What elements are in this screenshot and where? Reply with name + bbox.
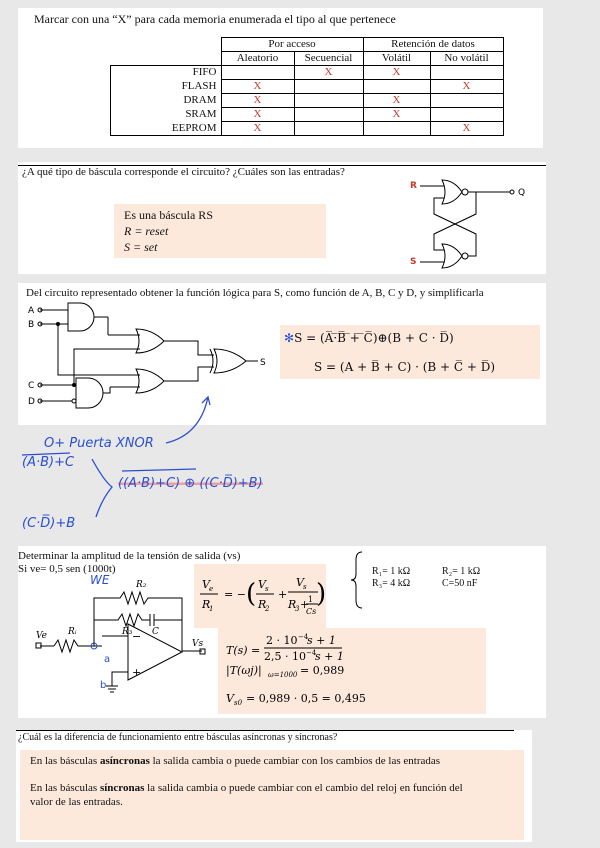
row-name: EEPROM — [111, 122, 222, 136]
section-opamp — [18, 546, 546, 718]
param-r1: R₁= 1 kΩ — [372, 566, 411, 577]
brace — [350, 550, 364, 610]
input-d: D — [28, 397, 35, 407]
svg-text:T(s) =: T(s) = — [226, 644, 261, 657]
cell: X — [430, 122, 503, 136]
s4-given: Si ve= 0,5 sen (1000t) — [18, 563, 116, 575]
cell: X — [430, 80, 503, 94]
answer-sync: En las básculas síncronas la salida cambia o puede cambiar con el cambio del reloj en función del — [30, 782, 463, 794]
hw-note-left-bottom: (C·D̅)+B — [22, 516, 76, 531]
label-q: Q — [518, 188, 526, 198]
svg-text:V: V — [258, 578, 266, 591]
cell — [430, 108, 503, 122]
label-vs: Vs — [192, 639, 204, 649]
svg-text:V: V — [226, 692, 234, 705]
section-memory-table — [18, 8, 543, 148]
row-name: FIFO — [111, 66, 222, 80]
cell: X — [294, 66, 363, 80]
table-row — [111, 94, 504, 108]
memory-table — [110, 37, 504, 136]
svg-text:(: ( — [246, 579, 257, 609]
cell: X — [221, 108, 294, 122]
cell — [363, 80, 430, 94]
row-name: SRAM — [111, 108, 222, 122]
table-row — [111, 108, 504, 122]
svg-text:s + 1: s + 1 — [307, 634, 336, 647]
cell — [294, 80, 363, 94]
col-header: Secuencial — [294, 52, 363, 66]
svg-text:2 · 10: 2 · 10 — [266, 634, 298, 647]
input-c: C — [28, 381, 35, 391]
hw-note-left-top: (A·B)+C — [22, 455, 75, 470]
col-header: Volátil — [363, 52, 430, 66]
param-c: C=50 nF — [442, 578, 478, 589]
input-b: B — [28, 320, 35, 330]
s1-instruction: Marcar con una “X” para cada memoria enumerada el tipo al que pertenece — [34, 12, 396, 26]
label-r1: Rᵢ — [68, 627, 77, 637]
table-row — [111, 122, 504, 136]
s3-question: Del circuito representado obtener la función lógica para S, como función de A, B, C y D, y simplificarla — [26, 287, 484, 299]
svg-text:s: s — [265, 585, 269, 593]
rs-answer-1: Es una báscula RS — [124, 208, 213, 222]
svg-text:s: s — [303, 583, 307, 591]
cell — [294, 94, 363, 108]
group-header-access: Por acceso — [221, 38, 363, 52]
section-rs-latch — [18, 162, 546, 274]
svg-text:2,5 · 10: 2,5 · 10 — [264, 650, 306, 663]
svg-text:−: − — [132, 630, 142, 643]
svg-text:): ) — [316, 579, 326, 609]
svg-text:+: + — [132, 666, 142, 679]
label-r3: R₃ — [122, 627, 133, 637]
eq-gain — [194, 564, 326, 628]
rs-answer-2: R = reset — [124, 224, 169, 238]
svg-text:R: R — [258, 598, 267, 611]
svg-text:−4: −4 — [306, 649, 317, 657]
output-s: S — [260, 358, 266, 368]
label-node-a: a — [104, 654, 111, 665]
svg-text:Cs: Cs — [306, 607, 317, 616]
col-header: No volátil — [430, 52, 503, 66]
svg-text:= 0,989 · 0,5 = 0,495: = 0,989 · 0,5 = 0,495 — [246, 692, 366, 705]
input-a: A — [28, 306, 35, 316]
eq-xor: ✻S = (A̅·̅B̅ ̅+̅ ̅C̅)⊕(B + C · D̅) — [284, 331, 454, 345]
cell — [294, 122, 363, 136]
label-c: C — [152, 627, 159, 637]
cell — [294, 108, 363, 122]
cell — [430, 66, 503, 80]
cell: X — [363, 66, 430, 80]
cell — [221, 66, 294, 80]
svg-text:+: + — [300, 598, 310, 611]
eq-simplified: S = (A + B̅ + C) · (B + C̅ + D̅) — [314, 360, 496, 374]
hw-label-we: WE — [90, 573, 110, 587]
section-latch-types — [16, 730, 532, 842]
svg-text:1: 1 — [209, 605, 214, 613]
svg-text:|T(ωj)|: |T(ωj)| — [226, 664, 262, 677]
svg-text:ω=1000: ω=1000 — [268, 671, 298, 679]
table-row — [111, 66, 504, 80]
svg-text:−4: −4 — [298, 633, 309, 641]
cell: X — [221, 122, 294, 136]
cell: X — [363, 108, 430, 122]
s5-question: ¿Cuál es la diferencia de funcionamiento entre básculas asíncronas y síncronas? — [18, 732, 338, 743]
s2-question: ¿A qué tipo de báscula corresponde el circuito? ¿Cuáles son las entradas? — [22, 166, 345, 178]
svg-text:s + 1: s + 1 — [315, 650, 344, 663]
cell — [430, 94, 503, 108]
group-header-retention: Retención de datos — [363, 38, 503, 52]
cell: X — [363, 94, 430, 108]
rs-latch-diagram — [406, 174, 536, 270]
col-header: Aleatorio — [221, 52, 294, 66]
label-node-b: b — [100, 680, 107, 691]
svg-text:e: e — [209, 585, 214, 593]
hw-strokes — [0, 395, 600, 535]
svg-text:V: V — [296, 576, 304, 589]
eq-transfer — [218, 628, 486, 714]
svg-text:s0: s0 — [234, 699, 243, 707]
svg-text:= 0,989: = 0,989 — [300, 664, 345, 677]
svg-text:2: 2 — [265, 605, 270, 613]
hw-note-xnor: O+ Puerta XNOR — [44, 436, 154, 451]
cell: X — [221, 80, 294, 94]
label-s: S — [410, 257, 417, 267]
svg-text:3: 3 — [295, 605, 300, 613]
svg-text:+: + — [278, 588, 288, 601]
row-name: DRAM — [111, 94, 222, 108]
opamp-circuit-diagram — [32, 576, 212, 696]
svg-text:= −: = − — [224, 588, 246, 601]
svg-text:1: 1 — [308, 595, 314, 604]
label-ve: Ve — [36, 631, 47, 641]
label-r: R — [410, 181, 417, 191]
cell — [363, 122, 430, 136]
row-name: FLASH — [111, 80, 222, 94]
cell: X — [221, 94, 294, 108]
hw-note-xor-expression: ((A·B)+C) ⊕ ((C·D̅)+B) — [118, 476, 263, 491]
svg-text:R: R — [288, 598, 297, 611]
table-row — [111, 80, 504, 94]
s4-question: Determinar la amplitud de la tensión de salida (vs) — [18, 550, 241, 562]
param-r3: R₃= 4 kΩ — [372, 578, 411, 589]
answer-async: En las básculas asíncronas la salida cambia o puede cambiar con los cambios de las entradas — [30, 755, 441, 767]
answer-sync-cont: valor de las entradas. — [30, 796, 123, 808]
svg-text:R: R — [202, 598, 211, 611]
rs-answer-3: S = set — [124, 240, 158, 254]
svg-text:V: V — [202, 578, 210, 591]
label-r2: R₂ — [136, 580, 147, 590]
param-r2: R₂= 1 kΩ — [442, 566, 481, 577]
